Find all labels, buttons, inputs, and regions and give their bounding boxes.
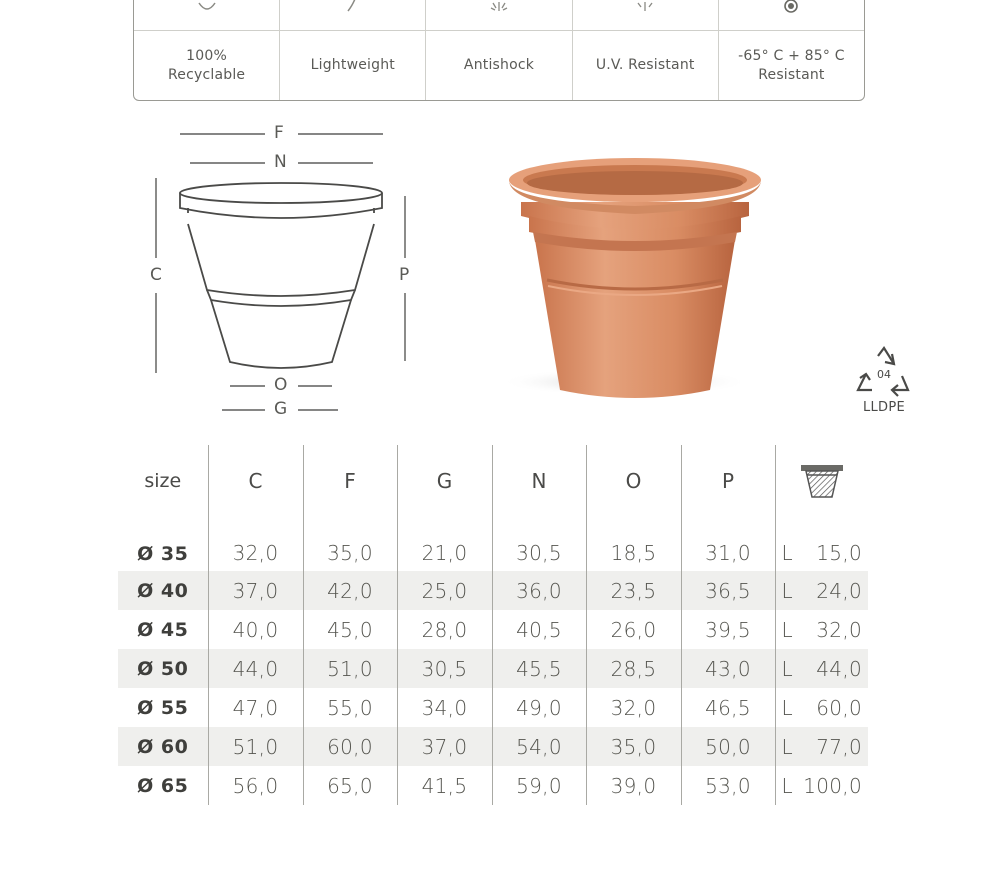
cell-size: Ø 50 [118,649,208,688]
cell-c: 51,0 [208,727,303,766]
cell-c: 47,0 [208,688,303,727]
feature-label: U.V. Resistant [595,57,695,73]
table-header-row [118,445,868,517]
cell-p: 31,0 [681,517,775,571]
size-table [118,445,868,805]
table-row [118,571,868,610]
feature-label: Lightweight [310,57,395,73]
volume-value: 60,0 [816,695,862,720]
volume-unit: L [781,734,793,759]
cell-n: 54,0 [492,727,586,766]
cell-n: 59,0 [492,766,586,805]
table-row [118,727,868,766]
cell-volume [775,517,868,571]
cell-p: 53,0 [681,766,775,805]
features-box [133,0,865,101]
cell-n: 30,5 [492,517,586,571]
volume-value: 24,0 [816,578,862,603]
cell-o: 35,0 [586,727,681,766]
volume-value: 77,0 [816,734,862,759]
cell-volume [775,571,868,610]
volume-unit: L [781,695,793,720]
header-n: N [492,445,586,517]
cell-volume [775,766,868,805]
header-o: O [586,445,681,517]
cell-g: 28,0 [397,610,492,649]
cell-n: 36,0 [492,571,586,610]
header-c: C [208,445,303,517]
cell-size: Ø 55 [137,696,189,719]
dimension-diagram [140,118,430,428]
cell-g: 30,5 [397,649,492,688]
cell-c: 37,0 [208,571,303,610]
cell-size: Ø 45 [137,618,189,641]
feature-lightweight [280,0,426,100]
volume-unit: L [781,541,793,565]
dimension-label-g: G [274,399,288,419]
header-g: G [397,445,492,517]
volume-unit: L [781,617,793,642]
table-row [118,649,868,688]
cell-p: 36,5 [681,571,775,610]
cell-c: 40,0 [208,610,303,649]
cell-size: Ø 60 [118,727,208,766]
cell-f: 51,0 [303,649,397,688]
header-size: size [144,470,182,492]
cell-f: 42,0 [303,571,397,610]
cell-volume [775,649,868,688]
feather-icon [333,0,373,31]
recycling-material: LLDPE [862,400,906,415]
cell-n: 40,5 [492,610,586,649]
cell-c: 32,0 [208,517,303,571]
cell-size: Ø 65 [137,774,189,797]
feature-label: 100% Recyclable [167,47,246,83]
cell-size: Ø 40 [118,571,208,610]
cell-o: 28,5 [586,649,681,688]
cell-p: 46,5 [681,688,775,727]
cell-p: 50,0 [681,727,775,766]
cell-volume [775,727,868,766]
table-row [118,766,868,805]
pot-volume-icon [798,461,846,501]
feature-label: Antishock [463,57,535,73]
sun-icon [625,0,665,31]
cell-g: 25,0 [397,571,492,610]
cell-g: 41,5 [397,766,492,805]
cell-o: 26,0 [586,610,681,649]
dimension-label-p: P [399,265,410,285]
burst-icon [479,0,519,31]
header-p: P [681,445,775,517]
volume-unit: L [781,656,793,681]
feature-recyclable [134,0,280,100]
feature-antishock [426,0,572,100]
volume-value: 100,0 [803,773,862,798]
cell-n: 49,0 [492,688,586,727]
cell-c: 44,0 [208,649,303,688]
cell-o: 32,0 [586,688,681,727]
recycling-code: 04 [877,368,891,381]
feature-temperature [719,0,864,100]
volume-unit: L [781,773,793,798]
recycle-icon [187,0,227,31]
cell-g: 37,0 [397,727,492,766]
cell-volume [775,610,868,649]
cell-p: 43,0 [681,649,775,688]
dimension-label-n: N [274,152,287,172]
cell-c: 56,0 [208,766,303,805]
cell-f: 55,0 [303,688,397,727]
cell-n: 45,5 [492,649,586,688]
cell-f: 35,0 [303,517,397,571]
feature-label: -65° C + 85° C Resistant [738,47,845,83]
cell-size: Ø 35 [137,543,189,565]
dimension-label-o: O [274,375,288,395]
header-volume [775,445,868,517]
cell-o: 39,0 [586,766,681,805]
volume-value: 15,0 [816,541,862,565]
feature-uv-resistant [573,0,719,100]
thermometer-icon [771,0,811,31]
cell-f: 45,0 [303,610,397,649]
volume-value: 44,0 [816,656,862,681]
cell-volume [775,688,868,727]
volume-value: 32,0 [816,617,862,642]
dimension-label-f: F [274,123,284,143]
header-f: F [303,445,397,517]
cell-o: 23,5 [586,571,681,610]
cell-f: 60,0 [303,727,397,766]
recycling-symbol [848,346,920,422]
table-row [118,688,868,727]
volume-unit: L [781,578,793,603]
cell-g: 21,0 [397,517,492,571]
cell-g: 34,0 [397,688,492,727]
table-row [118,517,868,571]
cell-o: 18,5 [586,517,681,571]
cell-p: 39,5 [681,610,775,649]
cell-f: 65,0 [303,766,397,805]
product-photo [495,150,785,410]
table-row [118,610,868,649]
dimension-label-c: C [150,265,162,285]
